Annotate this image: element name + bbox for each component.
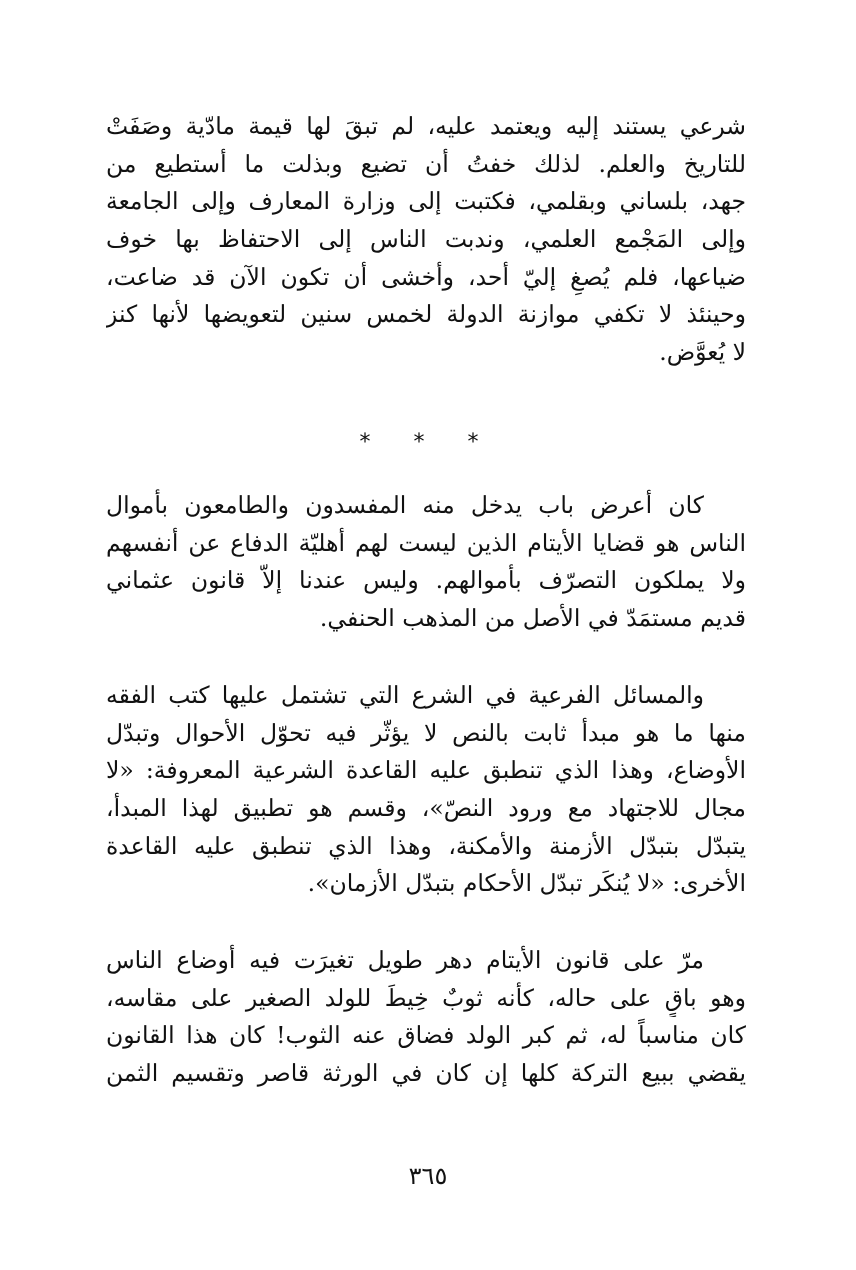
text-line: الناس هو قضايا الأيتام الذين ليست لهم أهليّة الدفاع عن أنفسهم <box>106 528 746 557</box>
text-line: قديم مستمَدّ في الأصل من المذهب الحنفي. <box>319 604 746 633</box>
text-line: الأوضاع، وهذا الذي تنطبق عليه القاعدة الشرعية المعروفة: «لا <box>106 756 746 785</box>
text-line: جهد، بلساني وبقلمي، فكتبت إلى وزارة المعارف وإلى الجامعة <box>106 187 746 216</box>
text-line: وهو باقٍ على حاله، كأنه ثوبٌ خِيطَ للولد الصغير على مقاسه، <box>106 983 746 1012</box>
text-line: وإلى المَجْمع العلمي، وندبت الناس إلى الاحتفاظ بها خوف <box>106 225 746 254</box>
paragraph-2 <box>106 487 746 638</box>
text-line: والمسائل الفرعية في الشرع التي تشتمل عليها كتب الفقه <box>106 681 704 709</box>
page-number: ٣٦٥ <box>408 1162 448 1190</box>
text-line: لا يُعوَّض. <box>659 338 746 367</box>
text-line: مرّ على قانون الأيتام دهر طويل تغيرَت فيه أوضاع الناس <box>106 946 704 974</box>
paragraph-1 <box>106 108 746 372</box>
section-separator: * * * <box>359 430 497 455</box>
text-line: مجال للاجتهاد مع ورود النصّ»، وقسم هو تطبيق لهذا المبدأ، <box>106 794 746 823</box>
text-line: للتاريخ والعلم. لذلك خفتُ أن تضيع وبذلت ما أستطيع من <box>106 149 746 178</box>
text-line: ضياعها، فلم يُصغِ إليّ أحد، وأخشى أن تكون الآن قد ضاعت، <box>106 262 746 291</box>
text-line: وحينئذ لا تكفي موازنة الدولة لخمس سنين لتعويضها لأنها كنز <box>106 300 746 329</box>
text-line: الأخرى: «لا يُنكَر تبدّل الأحكام بتبدّل الأزمان». <box>307 869 746 898</box>
text-line: كان مناسباً له، ثم كبر الولد فضاق عنه الثوب! كان هذا القانون <box>106 1021 746 1050</box>
text-line: يقضي ببيع التركة كلها إن كان في الورثة قاصر وتقسيم الثمن <box>106 1059 746 1088</box>
text-line: شرعي يستند إليه ويعتمد عليه، لم تبقَ لها قيمة مادّية وصَفَتْ <box>106 112 746 140</box>
text-line: منها ما هو مبدأ ثابت بالنص لا يؤثّر فيه تحوّل الأحوال وتبدّل <box>106 718 746 747</box>
text-line: يتبدّل بتبدّل الأزمنة والأمكنة، وهذا الذي تنطبق عليه القاعدة <box>106 831 746 860</box>
text-line: ولا يملكون التصرّف بأموالهم. وليس عندنا إلاّ قانون عثماني <box>106 566 746 595</box>
paragraph-3 <box>106 677 746 903</box>
paragraph-4 <box>106 942 746 1093</box>
text-line: كان أعرض باب يدخل منه المفسدون والطامعون بأموال <box>106 491 704 519</box>
